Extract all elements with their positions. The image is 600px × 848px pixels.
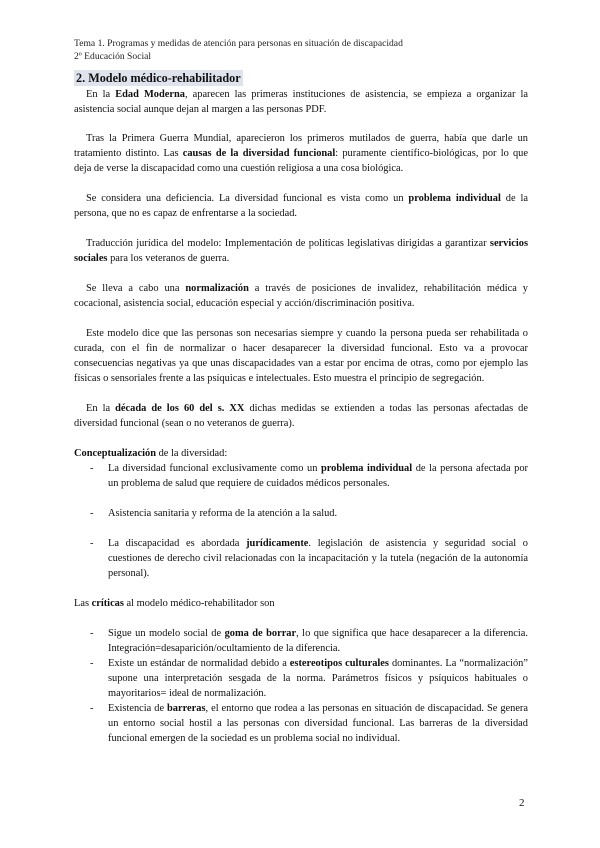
bold-term: goma de borrar: [224, 628, 297, 639]
text-run: de la persona afectada por un problema de salud que requiere de cuidados médicos personales.: [108, 463, 529, 489]
dash-bullet: -: [90, 658, 94, 669]
text-run: Se considera una deficiencia. La diversidad funcional es vista como un: [86, 193, 409, 204]
list-item: [74, 656, 528, 701]
page-number: 2: [519, 797, 525, 809]
paragraph-rehabilitacion: Este modelo dice que las personas son necesarias siempre y cuando la persona pueda ser rehabilitada o curada, con el fin de normalizar o hacer desaparecer la diversidad funcional. Esto va a provocar consecuencias negativas ya que unas discapacidades van a estar por encima de otras, como por ejemplo las físicas o sensoriales frente a las psíquicas e intelectuales. Esto muestra el principio de segregación.: [74, 328, 528, 384]
text-run: para los veteranos de guerra.: [107, 253, 230, 264]
dash-bullet: -: [90, 628, 94, 639]
text-run: , el entorno que rodea a las personas en situación de discapacidad. Se genera un entorno social hostil a las personas con diversidad funcional. Las barreras de la diversidad funcional emergen de la sociedad es un problema social no individual.: [108, 703, 529, 744]
criticas-list: [74, 626, 528, 746]
text-run: de la persona, que no es capaz de enfrentarse a la sociedad.: [74, 193, 528, 219]
text-run: : puramente científico-biológicas, por lo que deja de verse la discapacidad como una cuestión religiosa a una cosa biológica.: [74, 148, 528, 174]
text-run: a través de posiciones de invalidez, rehabilitación médica y cocacional, asistencia social, educación especial y acción/discriminación positiva.: [74, 283, 528, 309]
main-content: [74, 70, 528, 760]
text-run: La discapacidad es abordada: [108, 538, 247, 549]
bold-term: críticas: [91, 598, 124, 609]
paragraph-traduccion-juridica: [74, 236, 528, 266]
text-run: dominantes. La “normalización” supone una interpretación sesgada de la norma. Parámetros físicos y psíquicos habituales o mayoritarios= ideal de normalización.: [108, 658, 528, 699]
dash-bullet: -: [90, 703, 94, 714]
text-run: En la: [86, 403, 116, 414]
bold-term: década de los 60 del s. XX: [115, 403, 245, 414]
text-run: Sigue un modelo social de: [108, 628, 225, 639]
header-degree: 2º Educación Social: [74, 51, 152, 62]
conceptualizacion-heading: [74, 446, 528, 461]
section-heading: 2. Modelo médico-rehabilitador: [76, 71, 241, 85]
text-run: , aparecen las primeras instituciones de asistencia, se empieza a organizar la asistencia social aunque dejan al margen a las personas PDF.: [74, 89, 528, 115]
bold-term: problema individual: [320, 463, 413, 474]
criticas-heading: [74, 596, 528, 611]
header-course-title: Tema 1. Programas y medidas de atención para personas en situación de discapacidad: [74, 38, 403, 49]
paragraph-edad-moderna: [74, 87, 528, 117]
text-run: , lo que significa que hace desaparecer a la diferencia. Integración=desaparición/ocultamiento de la diferencia.: [108, 628, 528, 654]
text-run: al modelo médico-rehabilitador son: [123, 598, 275, 609]
text-run: Existe un estándar de normalidad debido a: [108, 658, 290, 669]
dash-bullet: -: [90, 538, 94, 549]
dash-bullet: -: [90, 508, 94, 519]
list-item: [74, 461, 528, 491]
bold-term: Conceptualización: [74, 448, 156, 459]
paragraph-guerra-mundial: [74, 131, 528, 176]
running-header: [74, 37, 403, 63]
list-item: [74, 701, 528, 746]
list-item: [74, 506, 528, 521]
bold-term: barreras: [167, 703, 206, 714]
bold-term: causas de la diversidad funcional: [182, 148, 336, 159]
bold-term: normalización: [185, 283, 249, 294]
bold-term: servicios sociales: [74, 238, 528, 264]
text-run: . legislación de asistencia y seguridad social o cuestiones de derecho civil relacionadas con la incapacitación y la tutela (negación de la autonomía personal).: [108, 538, 529, 579]
text-run: La diversidad funcional exclusivamente como un: [108, 463, 321, 474]
paragraph-deficiencia: [74, 191, 528, 221]
bold-term: Edad Moderna: [115, 89, 185, 100]
paragraph-normalizacion: [74, 281, 528, 311]
list-item: [74, 626, 528, 656]
bold-term: problema individual: [408, 193, 501, 204]
text-run: Las: [74, 598, 92, 609]
paragraph-decada-60: [74, 401, 528, 431]
dash-bullet: -: [90, 463, 94, 474]
text-run: Traducción jurídica del modelo: Implementación de políticas legislativas dirigidas a garantizar: [86, 238, 490, 249]
list-item: [74, 536, 528, 581]
text-run: dichas medidas se extienden a todas las personas afectadas de diversidad funcional (sean o no veteranos de guerra).: [74, 403, 528, 429]
bold-term: jurídicamente: [246, 538, 309, 549]
conceptualizacion-list: [74, 461, 528, 581]
text-run: de la diversidad:: [155, 448, 228, 459]
text-run: Existencia de: [108, 703, 168, 714]
text-run: En la: [86, 89, 116, 100]
text-run: Se lleva a cabo una: [86, 283, 186, 294]
text-run: Tras la Primera Guerra Mundial, aparecieron los primeros mutilados de guerra, había que darle un tratamiento distinto. Las: [74, 133, 528, 159]
bold-term: estereotipos culturales: [289, 658, 389, 669]
text-run: Asistencia sanitaria y reforma de la atención a la salud.: [108, 508, 338, 519]
